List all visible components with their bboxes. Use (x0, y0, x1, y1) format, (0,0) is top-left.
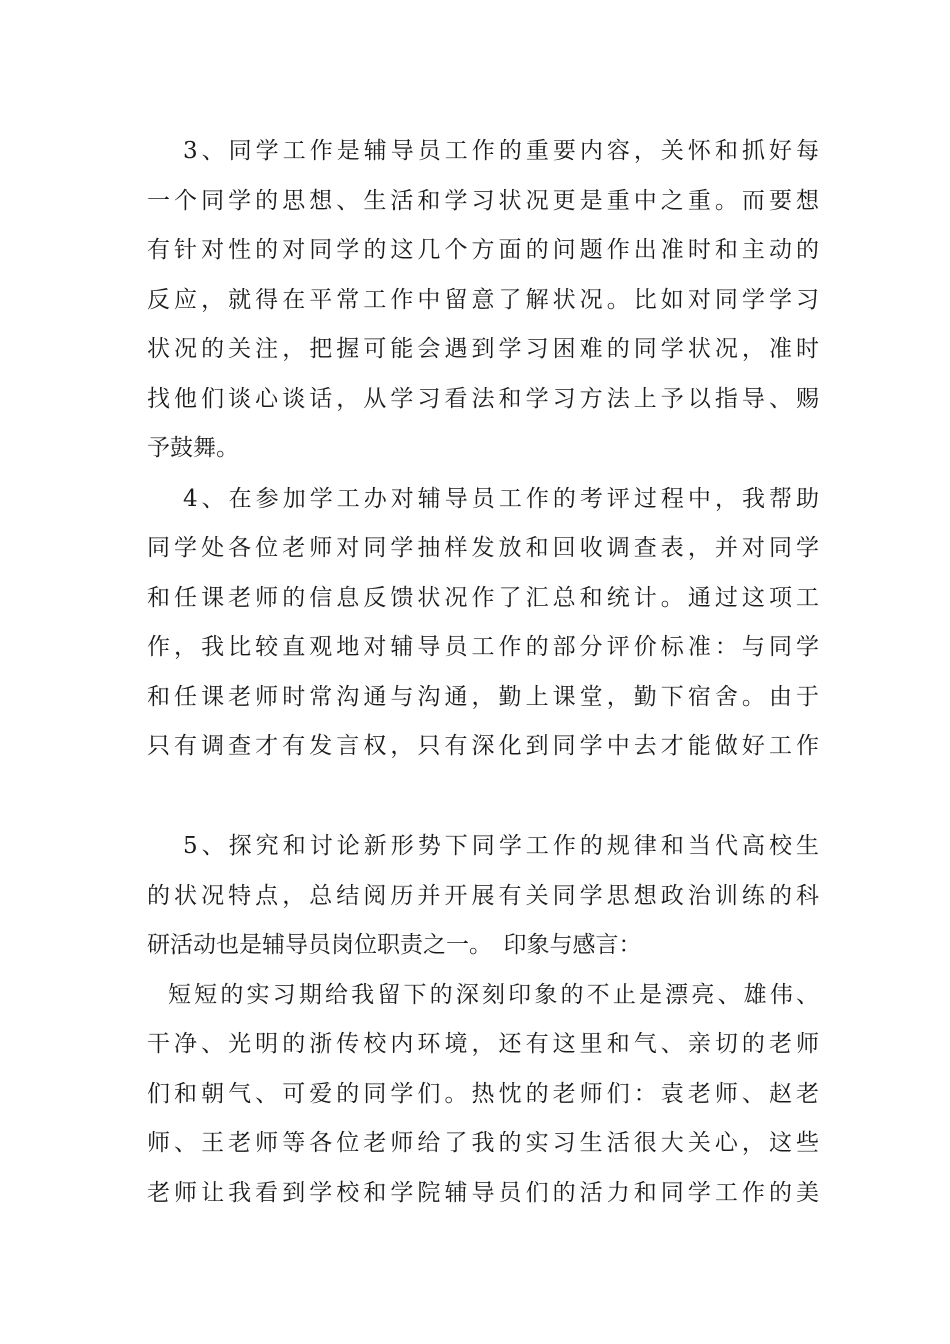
impression-line-4: 师、王老师等各位老师给了我的实习生活很大关心，这些 (147, 1130, 819, 1156)
paragraph-5-line-1: 5、探究和讨论新形势下同学工作的规律和当代高校生 (183, 833, 819, 859)
impression-line-5: 老师让我看到学校和学院辅导员们的活力和同学工作的美 (147, 1180, 819, 1206)
paragraph-3-line-5: 状况的关注，把握可能会遇到学习困难的同学状况，准时 (147, 336, 819, 362)
paragraph-4-line-4: 作，我比较直观地对辅导员工作的部分评价标准：与同学 (147, 634, 819, 660)
paragraph-4-line-1: 4、在参加学工办对辅导员工作的考评过程中，我帮助 (183, 486, 819, 512)
paragraph-5-line-2: 的状况特点，总结阅历并开展有关同学思想政治训练的科 (147, 883, 819, 909)
impression-line-1: 短短的实习期给我留下的深刻印象的不止是漂亮、雄伟、 (168, 982, 819, 1008)
paragraph-4-line-2: 同学处各位老师对同学抽样发放和回收调查表，并对同学 (147, 535, 819, 561)
paragraph-4-line-6: 只有调查才有发言权，只有深化到同学中去才能做好工作 (147, 733, 819, 759)
paragraph-3-line-1: 3、同学工作是辅导员工作的重要内容，关怀和抓好每 (183, 138, 819, 164)
paragraph-3-line-6: 找他们谈心谈话，从学习看法和学习方法上予以指导、赐 (147, 386, 819, 412)
paragraph-4-line-5: 和任课老师时常沟通与沟通，勤上课堂，勤下宿舍。由于 (147, 684, 819, 710)
impression-line-2: 干净、光明的浙传校内环境，还有这里和气、亲切的老师 (147, 1031, 819, 1057)
paragraph-4-line-3: 和任课老师的信息反馈状况作了汇总和统计。通过这项工 (147, 585, 819, 611)
paragraph-3-line-4: 反应，就得在平常工作中留意了解状况。比如对同学学习 (147, 287, 819, 313)
paragraph-3-line-2: 一个同学的思想、生活和学习状况更是重中之重。而要想 (147, 188, 819, 214)
paragraph-5-line-3: 研活动也是辅导员岗位职责之一。 印象与感言： (147, 932, 642, 958)
impression-line-3: 们和朝气、可爱的同学们。热忱的老师们：袁老师、赵老 (147, 1081, 819, 1107)
paragraph-3-line-7: 予鼓舞。 (147, 435, 239, 461)
paragraph-3-line-3: 有针对性的对同学的这几个方面的问题作出准时和主动的 (147, 237, 819, 263)
